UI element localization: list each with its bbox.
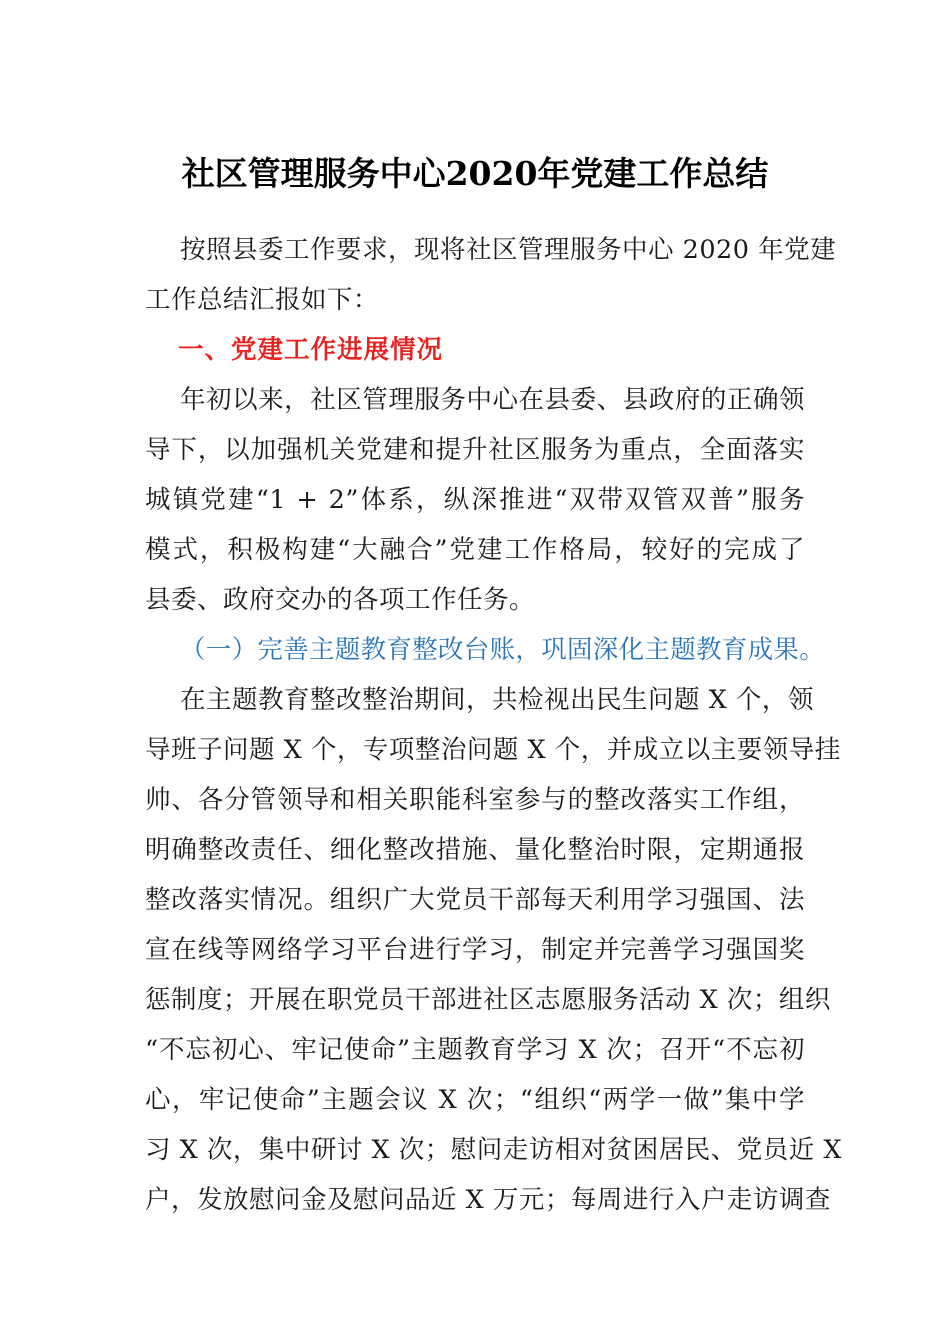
paragraph-line: 心，牢记使命”主题会议 X 次；“组织“两学一做”集中学 [145,1085,805,1115]
document-title: 社区管理服务中心2020年党建工作总结 [181,154,769,193]
paragraph-line: 习 X 次，集中研讨 X 次；慰问走访相对贫困居民、党员近 X [145,1135,842,1165]
paragraph-line: 在主题教育整改整治期间，共检视出民生问题 X 个，领 [180,685,814,715]
paragraph-line: 宣在线等网络学习平台进行学习，制定并完善学习强国奖 [145,935,805,965]
section-heading: 一、党建工作进展情况 [178,335,444,365]
paragraph-line: 县委、政府交办的各项工作任务。 [145,585,536,615]
paragraph-line: 导班子问题 X 个，专项整治问题 X 个，并成立以主要领导挂 [145,735,841,765]
paragraph-line: 年初以来，社区管理服务中心在县委、县政府的正确领 [180,385,805,415]
paragraph-line: 模式，积极构建“大融合”党建工作格局，较好的完成了 [145,535,805,565]
paragraph-line: 工作总结汇报如下： [145,285,380,315]
paragraph-line: 惩制度；开展在职党员干部进社区志愿服务活动 X 次；组织 [145,985,831,1015]
paragraph-line: 按照县委工作要求，现将社区管理服务中心 2020 年党建 [180,235,837,265]
paragraph-line: 户，发放慰问金及慰问品近 X 万元；每周进行入户走访调查 [145,1185,831,1215]
subsection-heading: （一）完善主题教育整改台账，巩固深化主题教育成果。 [180,635,826,665]
paragraph-line: 整改落实情况。组织广大党员干部每天利用学习强国、法 [145,885,805,915]
paragraph-line: 帅、各分管领导和相关职能科室参与的整改落实工作组， [145,785,805,815]
paragraph-line: “不忘初心、牢记使命”主题教育学习 X 次；召开“不忘初 [145,1035,805,1065]
paragraph-line: 明确整改责任、细化整改措施、量化整治时限，定期通报 [145,835,805,865]
paragraph-line: 城镇党建“1 + 2”体系，纵深推进“双带双管双普”服务 [145,485,805,515]
paragraph-line: 导下，以加强机关党建和提升社区服务为重点，全面落实 [145,435,805,465]
